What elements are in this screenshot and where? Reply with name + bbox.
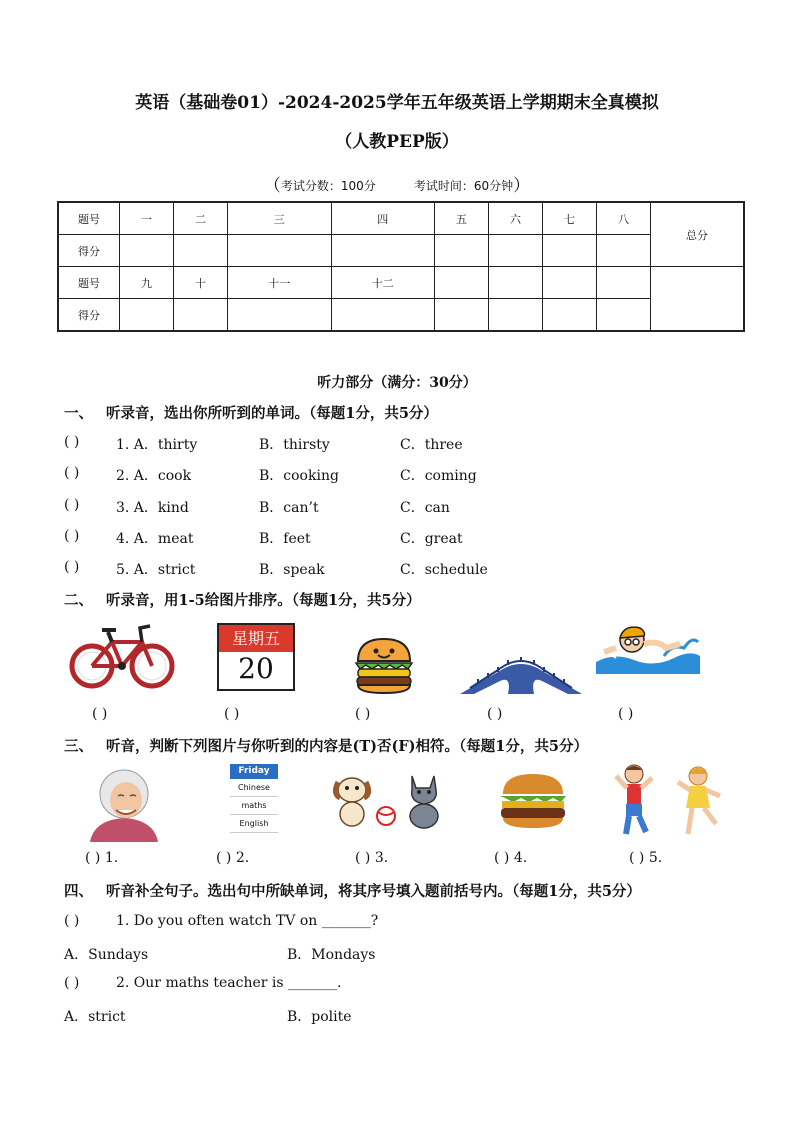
answer-blank[interactable]: ( ) — [64, 434, 80, 450]
schedule-day: Friday — [230, 764, 278, 779]
schedule-image — [230, 764, 278, 833]
score-col-12: 十二 — [331, 267, 435, 299]
schedule-subject: Chinese — [230, 779, 278, 797]
listening-heading: 听力部分（满分：30分） — [317, 375, 477, 391]
calendar-date: 20 — [238, 652, 274, 685]
calendar-day: 星期五 — [219, 625, 293, 652]
score-cell[interactable] — [174, 235, 228, 267]
option-c: C．great — [400, 531, 463, 547]
score-col-6: 六 — [489, 202, 543, 235]
section-title: 听音补全句子。选出句中所缺单词，将其序号填入题前括号内。（每题1分，共5分） — [106, 883, 641, 900]
question-stem: 2. Our maths teacher is _______. — [116, 975, 342, 991]
judge-blank[interactable]: ( ) 1. — [85, 850, 119, 866]
empty-cell — [597, 267, 651, 299]
section-number: 二、 — [64, 592, 93, 609]
question-stem: 1. Do you often watch TV on _______? — [116, 913, 379, 929]
answer-blank[interactable]: ( ) — [64, 559, 80, 575]
section-2-heading — [64, 589, 421, 610]
option-b: B．Mondays — [287, 947, 376, 963]
row-label-score: 得分 — [58, 235, 120, 267]
score-col-2: 二 — [174, 202, 228, 235]
order-blank[interactable]: ( ) — [487, 706, 503, 722]
score-cell[interactable] — [331, 299, 435, 332]
empty-cell — [543, 267, 597, 299]
row-label-score: 得分 — [58, 299, 120, 332]
info-paren-open: （ — [263, 176, 281, 196]
exam-info — [0, 171, 794, 196]
option-a: A．Sundays — [64, 947, 149, 963]
score-cell[interactable] — [120, 299, 174, 332]
schedule-subject: maths — [230, 797, 278, 815]
score-col-8: 八 — [597, 202, 651, 235]
children-dancing-image — [612, 762, 724, 836]
total-cell[interactable] — [651, 267, 745, 332]
empty-cell — [489, 267, 543, 299]
score-table — [57, 201, 745, 332]
option-a: 3. A．kind — [116, 500, 189, 516]
info-paren-close: ） — [513, 176, 531, 196]
order-blank[interactable]: ( ) — [92, 706, 108, 722]
order-blank[interactable]: ( ) — [355, 706, 371, 722]
judge-blank[interactable]: ( ) 4. — [494, 850, 528, 866]
bicycle-image — [68, 620, 176, 692]
option-c: C．can — [400, 500, 450, 516]
score-cell[interactable] — [543, 235, 597, 267]
score-col-11: 十一 — [228, 267, 332, 299]
section-1-heading — [64, 402, 438, 423]
option-a: 5. A．strict — [116, 562, 196, 578]
total-label: 总分 — [651, 202, 745, 267]
judge-blank[interactable]: ( ) 5. — [629, 850, 663, 866]
calendar-image — [217, 623, 295, 691]
option-a: 2. A．cook — [116, 468, 192, 484]
score-cell[interactable] — [228, 235, 332, 267]
score-col-4: 四 — [331, 202, 435, 235]
section-title: 听录音，用1-5给图片排序。（每题1分，共5分） — [106, 592, 421, 609]
answer-blank[interactable]: ( ) — [64, 913, 80, 929]
score-cell[interactable] — [543, 299, 597, 332]
option-c: C．three — [400, 437, 463, 453]
empty-cell — [435, 267, 489, 299]
option-b: B．can’t — [259, 500, 319, 516]
score-col-1: 一 — [120, 202, 174, 235]
score-col-3: 三 — [228, 202, 332, 235]
time-label: 考试时间：60分钟 — [413, 179, 514, 193]
option-a: 4. A．meat — [116, 531, 194, 547]
section-4-heading — [64, 880, 641, 901]
answer-blank[interactable]: ( ) — [64, 975, 80, 991]
hamburger-image — [352, 635, 416, 695]
section-title: 听音，判断下列图片与你听到的内容是(T)否(F)相符。（每题1分，共5分） — [106, 738, 588, 755]
score-col-5: 五 — [435, 202, 489, 235]
page-subtitle: （人教PEP版） — [335, 132, 459, 152]
section-number: 四、 — [64, 883, 93, 900]
hamburger-image — [497, 772, 569, 830]
score-cell[interactable] — [435, 235, 489, 267]
row-label-question: 题号 — [58, 202, 120, 235]
pets-image — [330, 768, 450, 830]
grandmother-image — [86, 762, 162, 842]
score-cell[interactable] — [174, 299, 228, 332]
option-b: B．polite — [287, 1009, 352, 1025]
score-cell[interactable] — [597, 299, 651, 332]
option-b: B．cooking — [259, 468, 339, 484]
option-b: B．feet — [259, 531, 311, 547]
score-total-label: 考试分数：100分 — [280, 179, 376, 193]
answer-blank[interactable]: ( ) — [64, 497, 80, 513]
score-cell[interactable] — [435, 299, 489, 332]
schedule-subject: English — [230, 815, 278, 833]
answer-blank[interactable]: ( ) — [64, 465, 80, 481]
section-number: 一、 — [64, 405, 93, 422]
section-number: 三、 — [64, 738, 93, 755]
judge-blank[interactable]: ( ) 2. — [216, 850, 250, 866]
option-a: A．strict — [64, 1009, 126, 1025]
row-label-question: 题号 — [58, 267, 120, 299]
swimmer-image — [594, 622, 702, 676]
answer-blank[interactable]: ( ) — [64, 528, 80, 544]
score-col-9: 九 — [120, 267, 174, 299]
score-cell[interactable] — [489, 235, 543, 267]
order-blank[interactable]: ( ) — [224, 706, 240, 722]
option-c: C．schedule — [400, 562, 488, 578]
score-cell[interactable] — [597, 235, 651, 267]
score-cell[interactable] — [228, 299, 332, 332]
option-c: C．coming — [400, 468, 477, 484]
option-b: B．thirsty — [259, 437, 330, 453]
score-cell[interactable] — [120, 235, 174, 267]
page-title: 英语（基础卷01）-2024-2025学年五年级英语上学期期末全真模拟 — [135, 93, 659, 113]
option-a: 1. A．thirty — [116, 437, 198, 453]
option-b: B．speak — [259, 562, 325, 578]
order-blank[interactable]: ( ) — [618, 706, 634, 722]
score-col-7: 七 — [543, 202, 597, 235]
score-cell[interactable] — [331, 235, 435, 267]
judge-blank[interactable]: ( ) 3. — [355, 850, 389, 866]
section-title: 听录音，选出你所听到的单词。（每题1分，共5分） — [106, 405, 438, 422]
score-cell[interactable] — [489, 299, 543, 332]
bridge-image — [458, 650, 584, 698]
score-col-10: 十 — [174, 267, 228, 299]
section-3-heading — [64, 735, 588, 756]
